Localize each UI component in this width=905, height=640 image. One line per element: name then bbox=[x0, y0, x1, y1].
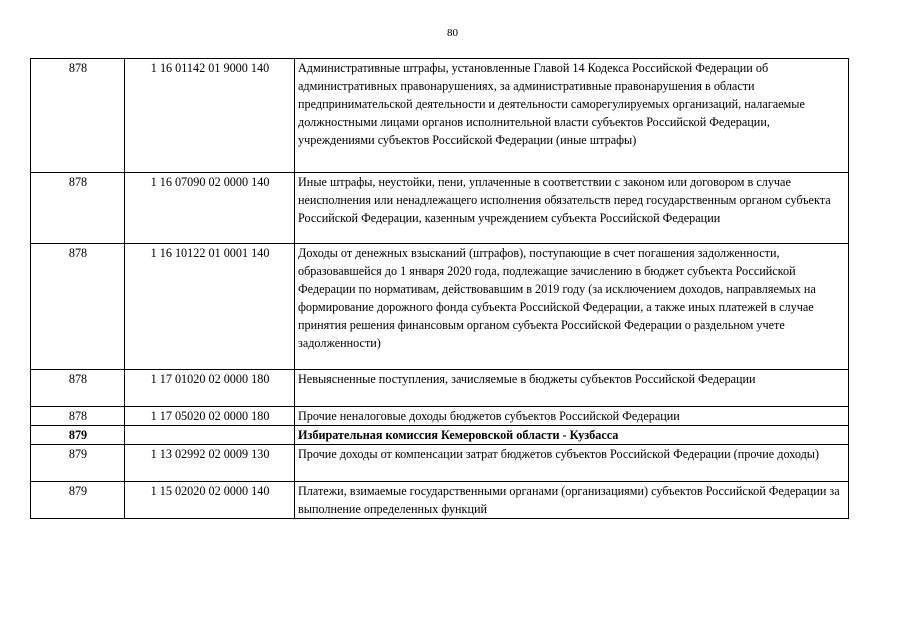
revenue-code-cell: 1 15 02020 02 0000 140 bbox=[125, 482, 295, 519]
table-row bbox=[31, 173, 849, 244]
administrator-code-cell: 878 bbox=[31, 59, 125, 173]
revenue-name-cell: Платежи, взимаемые государственными органами (организациями) субъектов Российской Федерации за выполнение определенных функций bbox=[295, 482, 849, 519]
revenue-code-cell bbox=[125, 426, 295, 445]
revenue-name-cell: Доходы от денежных взысканий (штрафов), поступающие в счет погашения задолженности, образовавшейся до 1 января 2020 года, подлежащие зачислению в бюджет субъекта Российской Федерации по нормативам, действовавшим в 2019 году (за исключением доходов, направляемых на формирование дорожного фонда субъекта Российской Федерации, а также иных платежей в случае принятия решения финансовым органом субъекта Российской Федерации о раздельном учете задолженности) bbox=[295, 244, 849, 370]
administrator-code-cell: 878 bbox=[31, 370, 125, 407]
revenue-name-cell: Прочие неналоговые доходы бюджетов субъектов Российской Федерации bbox=[295, 407, 849, 426]
table-row bbox=[31, 59, 849, 173]
section-header-row bbox=[31, 426, 849, 445]
administrator-code-cell: 879 bbox=[31, 445, 125, 482]
table-row bbox=[31, 445, 849, 482]
table-row bbox=[31, 407, 849, 426]
administrator-code-cell: 878 bbox=[31, 407, 125, 426]
page-number: 80 bbox=[447, 27, 458, 39]
administrator-code-cell: 879 bbox=[31, 482, 125, 519]
administrator-name-cell: Избирательная комиссия Кемеровской области - Кузбасса bbox=[295, 426, 849, 445]
revenue-name-cell: Невыясненные поступления, зачисляемые в бюджеты субъектов Российской Федерации bbox=[295, 370, 849, 407]
revenue-name-cell: Иные штрафы, неустойки, пени, уплаченные в соответствии с законом или договором в случае неисполнения или ненадлежащего исполнения обязательств перед государственным органом субъекта Российской Федерации, казенным учреждением субъекта Российской Федерации bbox=[295, 173, 849, 244]
revenue-name-cell: Административные штрафы, установленные Главой 14 Кодекса Российской Федерации об административных правонарушениях, за административные правонарушения в области предпринимательской деятельности и деятельности саморегулируемых организаций, налагаемые должностными лицами органов исполнительной власти субъектов Российской Федерации, учреждениями субъектов Российской Федерации (иные штрафы) bbox=[295, 59, 849, 173]
administrator-code-cell: 879 bbox=[31, 426, 125, 445]
revenue-code-cell: 1 16 10122 01 0001 140 bbox=[125, 244, 295, 370]
revenue-code-cell: 1 16 07090 02 0000 140 bbox=[125, 173, 295, 244]
revenue-code-cell: 1 16 01142 01 9000 140 bbox=[125, 59, 295, 173]
table-row bbox=[31, 244, 849, 370]
revenue-code-cell: 1 17 01020 02 0000 180 bbox=[125, 370, 295, 407]
table-row bbox=[31, 482, 849, 519]
budget-revenue-table bbox=[30, 58, 849, 519]
revenue-code-cell: 1 13 02992 02 0009 130 bbox=[125, 445, 295, 482]
administrator-code-cell: 878 bbox=[31, 244, 125, 370]
table-row bbox=[31, 370, 849, 407]
revenue-name-cell: Прочие доходы от компенсации затрат бюджетов субъектов Российской Федерации (прочие доходы) bbox=[295, 445, 849, 482]
administrator-code-cell: 878 bbox=[31, 173, 125, 244]
revenue-code-cell: 1 17 05020 02 0000 180 bbox=[125, 407, 295, 426]
